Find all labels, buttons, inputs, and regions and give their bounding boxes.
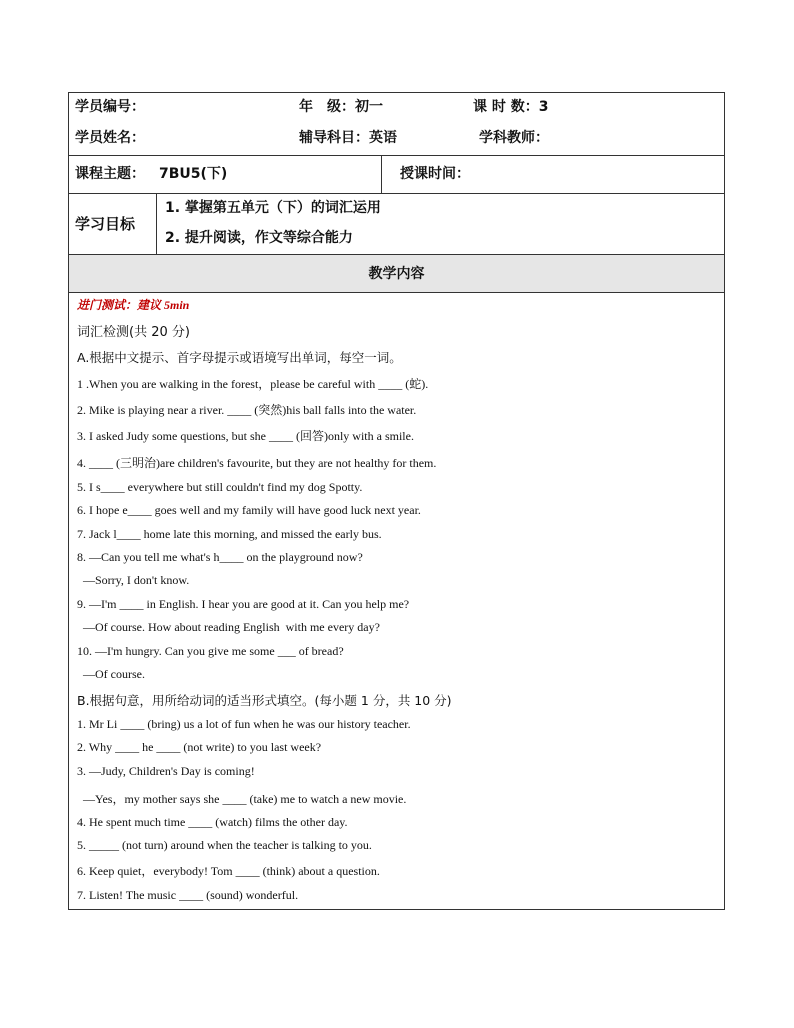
question-item: 4. He spent much time ____ (watch) films the other day. [77,815,348,829]
question-item: 8. —Can you tell me what's h____ on the playground now? [77,550,363,564]
question-item: 3. —Judy, Children's Day is coming! [77,764,255,778]
goals-label: 学习目标 [75,215,136,233]
time-cell [382,156,724,193]
question-item: —Yes，my mother says she ____ (take) me to watch a new movie. [77,792,407,806]
lesson-sheet [68,92,725,910]
subject-label: 辅导科目：英语 [299,130,397,146]
question-item: 5. _____ (not turn) around when the teacher is talking to you. [77,838,372,852]
content-heading-row [69,255,724,293]
content-title: 教学内容 [368,266,425,282]
question-item: 7. Listen! The music ____ (sound) wonderful. [77,888,299,902]
student-name-label: 学员姓名： [75,130,145,146]
question-item: 2. Why ____ he ____ (not write) to you last week? [77,740,322,754]
question-item: 2. Mike is playing near a river. ____ (突然)his ball falls into the water. [77,403,417,417]
question-item: 10. —I'm hungry. Can you give me some ___ of bread? [77,644,344,658]
topic-cell [69,156,382,193]
goal-item: 1. 掌握第五单元（下）的词汇运用 [165,200,381,216]
student-id-label: 学员编号： [75,99,145,115]
goals-label-cell [69,194,157,254]
question-item: 3. I asked Judy some questions, but she ____ (回答)only with a smile. [77,429,414,443]
question-item: 6. I hope e____ goes well and my family will have good luck next year. [77,503,421,517]
question-item: —Sorry, I don't know. [77,573,190,587]
goal-item: 2. 提升阅读，作文等综合能力 [165,230,353,246]
teacher-label: 学科教师： [479,130,549,146]
goals-row [69,194,724,255]
topic-value: 7BU5(下) [159,166,228,182]
goals-list [157,194,724,254]
question-item: 4. ____ (三明治)are children's favourite, but they are not healthy for them. [77,456,437,470]
question-item: 9. —I'm ____ in English. I hear you are good at it. Can you help me? [77,597,410,611]
topic-row [69,156,724,194]
time-label: 授课时间： [400,166,470,182]
question-item: 1 .When you are walking in the forest，please be careful with ____ (蛇). [77,377,429,391]
grade-label: 年 级：初一 [299,99,383,115]
entry-test-note: 进门测试：建议 5min [77,298,190,312]
lessons-label: 课 时 数：3 [473,99,549,115]
section-b-instruction: B.根据句意，用所给动词的适当形式填空。(每小题 1 分，共 10 分) [77,693,452,708]
question-item: 7. Jack l____ home late this morning, and missed the early bus. [77,527,382,541]
vocab-title: 词汇检测(共 20 分) [77,325,190,340]
content-body [69,293,724,909]
question-item: —Of course. How about reading English with me every day? [77,620,380,634]
section-a-instruction: A.根据中文提示、首字母提示或语境写出单词，每空一词。 [77,350,402,365]
question-item: 1. Mr Li ____ (bring) us a lot of fun when he was our history teacher. [77,717,411,731]
topic-label: 课程主题： [75,166,145,182]
question-item: 5. I s____ everywhere but still couldn't find my dog Spotty. [77,480,363,494]
info-row [69,93,724,156]
question-item: 6. Keep quiet，everybody! Tom ____ (think) about a question. [77,864,380,878]
question-item: —Of course. [77,667,145,681]
